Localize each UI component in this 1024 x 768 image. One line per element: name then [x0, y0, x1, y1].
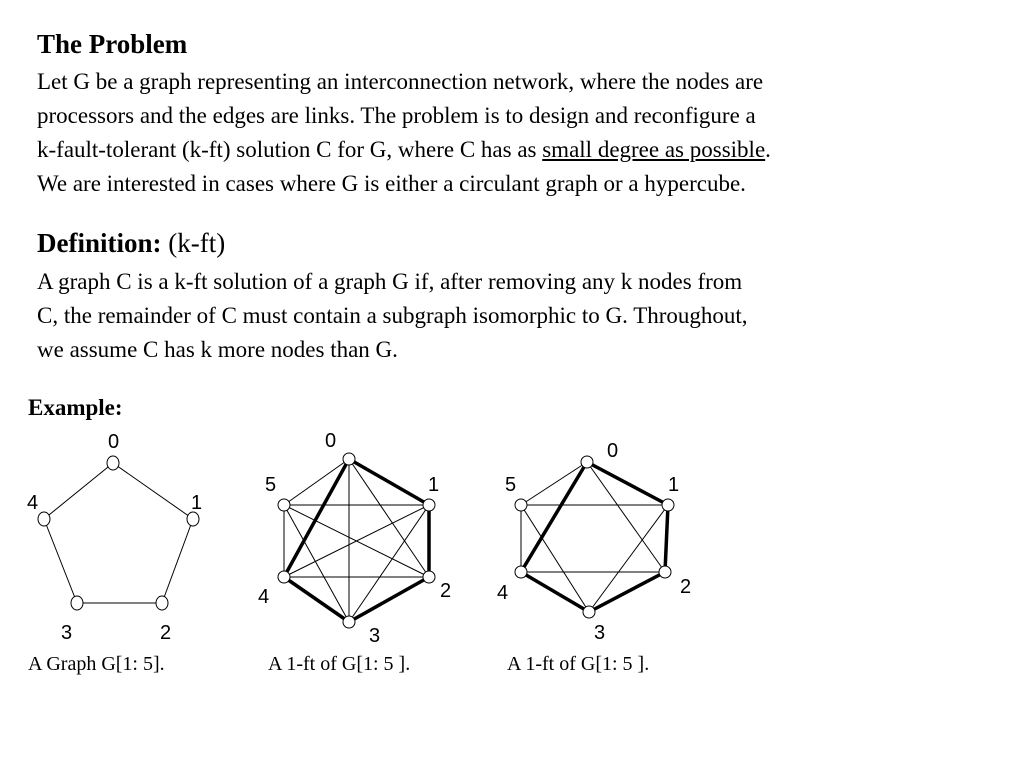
figure-caption: A 1-ft of G[1: 5 ].	[507, 653, 650, 675]
node-label: 2	[440, 580, 452, 602]
problem-line-4: We are interested in cases where G is either a circulant graph or a hypercube.	[37, 171, 746, 196]
edge-highlight	[521, 572, 589, 612]
edge	[521, 462, 587, 505]
node-label: 3	[594, 622, 606, 644]
edge-highlight	[349, 577, 429, 622]
edge-highlight	[284, 577, 349, 622]
edge	[284, 459, 349, 505]
node-label: 3	[61, 622, 73, 644]
edge	[349, 459, 429, 577]
definition-line-1: A graph C is a k-ft solution of a graph G if, after removing any k nodes from	[37, 269, 743, 294]
node-label: 1	[428, 474, 440, 496]
definition-line-2: C, the remainder of C must contain a subgraph isomorphic to G. Throughout,	[37, 303, 748, 328]
figure-k6	[258, 430, 451, 675]
problem-line-2: processors and the edges are links. The problem is to design and reconfigure a	[37, 103, 756, 128]
node-label: 0	[607, 440, 619, 462]
graph-node	[156, 596, 168, 610]
edge	[587, 462, 665, 572]
edge-1-2	[162, 519, 193, 603]
edge-0-1	[113, 463, 193, 519]
graph-node	[343, 616, 355, 628]
node-label: 0	[108, 431, 120, 453]
figure-reduced	[497, 440, 691, 675]
edge-4-0	[44, 463, 113, 519]
example-label: Example:	[28, 395, 123, 420]
graph-node	[583, 606, 595, 618]
problem-heading: The Problem	[37, 29, 188, 59]
figure-pentagon	[27, 431, 202, 675]
graph-node	[423, 499, 435, 511]
edge-highlight	[521, 462, 587, 572]
edge-3-4	[44, 519, 77, 603]
edge	[521, 505, 589, 612]
graph-node	[107, 456, 119, 470]
node-label: 0	[325, 430, 337, 452]
node-label: 3	[369, 625, 381, 647]
figure-caption: A Graph G[1: 5].	[28, 653, 165, 675]
node-label: 1	[668, 474, 680, 496]
edge-highlight	[587, 462, 668, 505]
edge-highlight	[349, 459, 429, 505]
edge	[284, 505, 349, 622]
graph-node	[515, 566, 527, 578]
figure-caption: A 1-ft of G[1: 5 ].	[268, 653, 411, 675]
definition-title: Definition:	[37, 228, 162, 258]
graph-node	[71, 596, 83, 610]
node-label: 1	[191, 492, 203, 514]
graph-node	[662, 499, 674, 511]
edge-highlight	[284, 459, 349, 577]
node-label: 4	[27, 492, 39, 514]
node-label: 5	[505, 474, 517, 496]
node-label: 5	[265, 474, 277, 496]
problem-line-3-text: k-fault-tolerant (k-ft) solution C for G, where C has as	[37, 137, 543, 162]
graph-node	[659, 566, 671, 578]
graph-node	[343, 453, 355, 465]
node-label: 4	[258, 586, 270, 608]
graph-node	[278, 571, 290, 583]
graph-node	[515, 499, 527, 511]
problem-line-3-end: .	[765, 137, 771, 162]
problem-line-1: Let G be a graph representing an interconnection network, where the nodes are	[37, 69, 764, 94]
graph-node	[38, 512, 50, 526]
node-label: 4	[497, 582, 509, 604]
edge-highlight	[589, 572, 665, 612]
graph-node	[581, 456, 593, 468]
definition-subtitle: (k-ft)	[161, 228, 226, 258]
definition-line-3: we assume C has k more nodes than G.	[37, 337, 398, 362]
graph-node	[278, 499, 290, 511]
node-label: 2	[680, 576, 692, 598]
edge-highlight	[665, 505, 668, 572]
underlined-phrase: small degree as possible	[542, 137, 766, 162]
node-label: 2	[160, 622, 172, 644]
graph-node	[187, 512, 199, 526]
graph-node	[423, 571, 435, 583]
edge	[349, 505, 429, 622]
